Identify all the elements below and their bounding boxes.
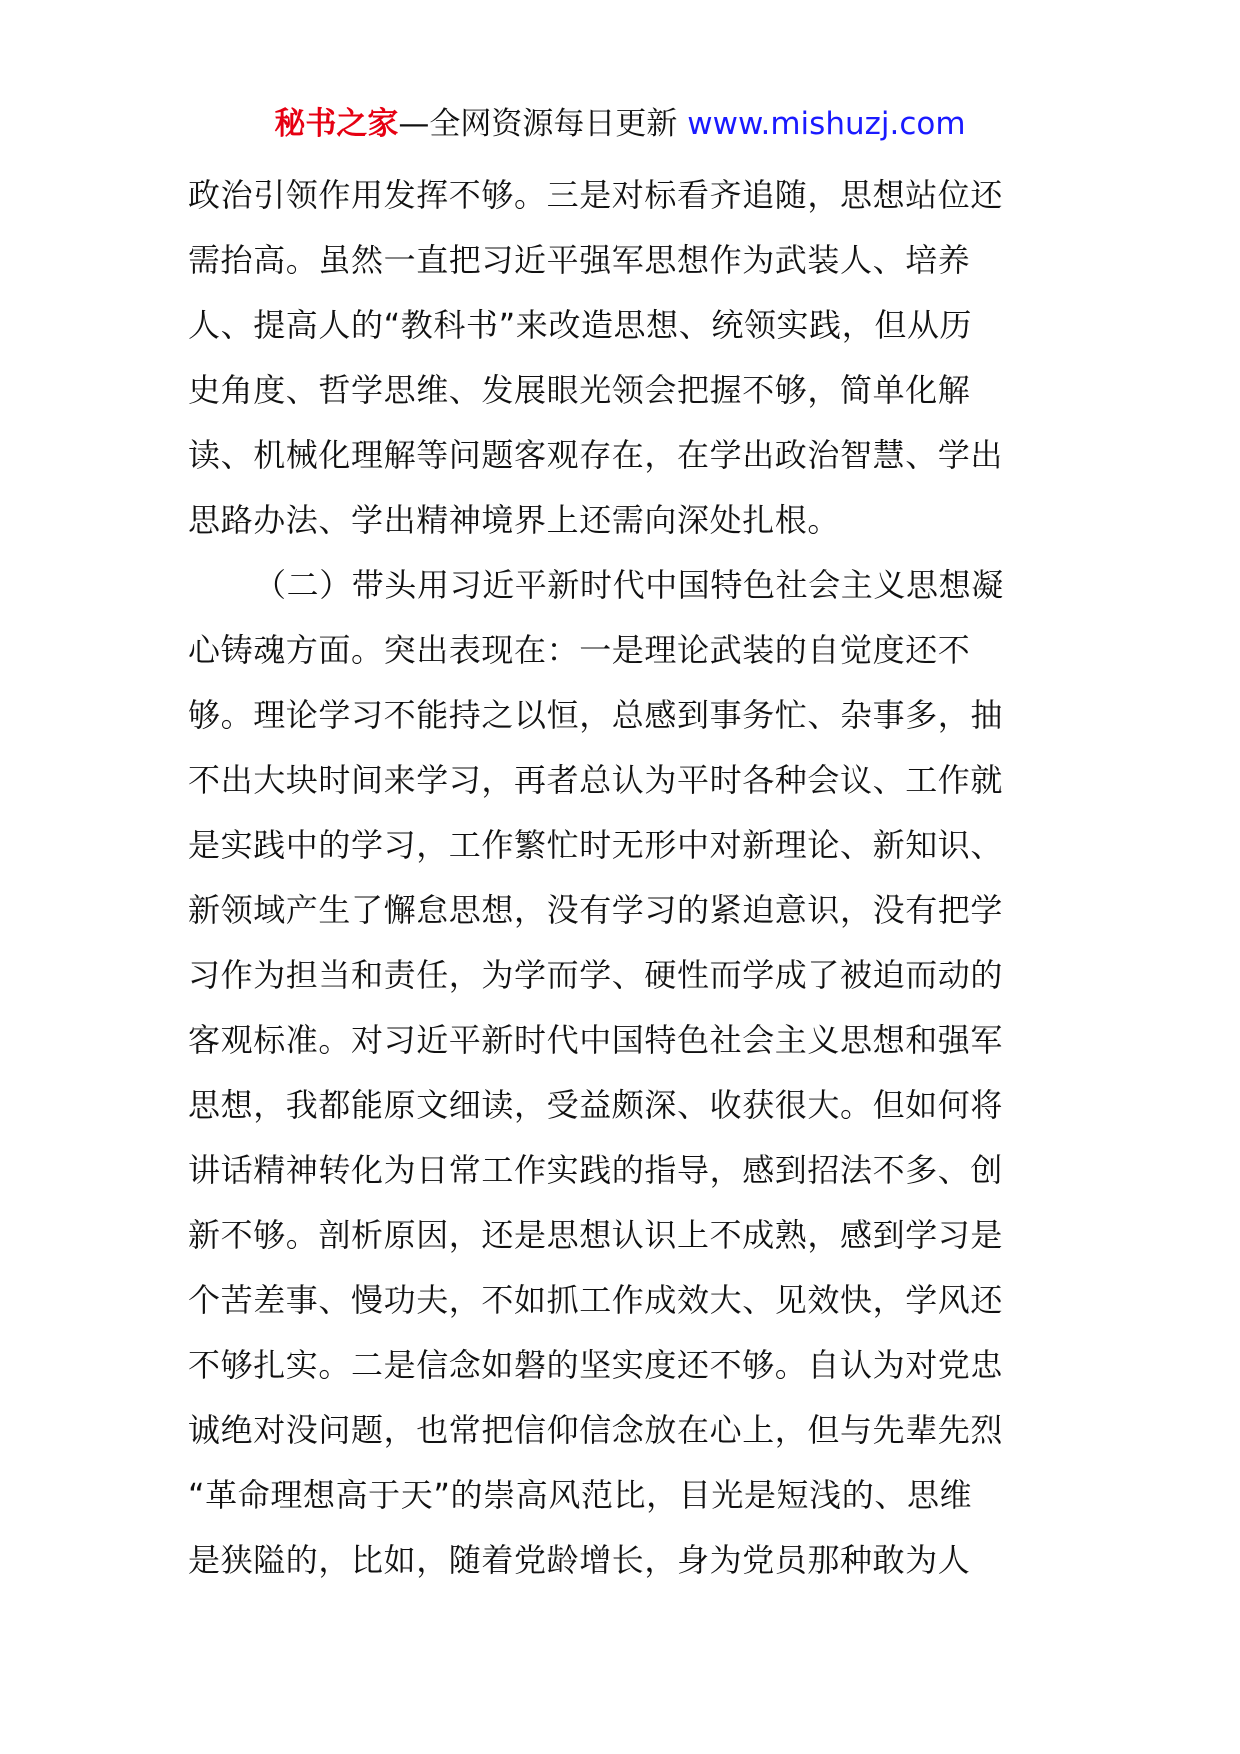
text-line: 思路办法、学出精神境界上还需向深处扎根。 (188, 501, 841, 539)
text-line: 需抬高。虽然一直把习近平强军思想作为武装人、培养 (188, 241, 971, 279)
text-line: 读、机械化理解等问题客观存在，在学出政治智慧、学出 (188, 436, 1004, 474)
text-line: 客观标准。对习近平新时代中国特色社会主义思想和强军 (188, 1021, 1004, 1059)
document-body (188, 163, 1058, 1593)
header-slogan: —全网资源每日更新 (398, 106, 688, 142)
text-line: 史角度、哲学思维、发展眼光领会把握不够，简单化解 (188, 371, 971, 409)
text-line: “革命理想高于天”的崇高风范比，目光是短浅的、思维 (188, 1476, 973, 1514)
text-line: 新领域产生了懈怠思想，没有学习的紧迫意识，没有把学 (188, 891, 1004, 929)
header-brand: 秘书之家 (274, 106, 399, 142)
text-line: 个苦差事、慢功夫，不如抓工作成效大、见效快，学风还 (188, 1281, 1004, 1319)
text-line: 人、提高人的“教科书”来改造思想、统领实践，但从历 (188, 306, 973, 344)
text-line: 心铸魂方面。突出表现在：一是理论武装的自觉度还不 (188, 631, 971, 669)
page-header (0, 102, 1240, 146)
text-line: 够。理论学习不能持之以恒，总感到事务忙、杂事多，抽 (188, 696, 1004, 734)
text-line: 讲话精神转化为日常工作实践的指导，感到招法不多、创 (188, 1151, 1004, 1189)
text-line: 政治引领作用发挥不够。三是对标看齐追随，思想站位还 (188, 176, 1004, 214)
text-line: 思想，我都能原文细读，受益颇深、收获很大。但如何将 (188, 1086, 1004, 1124)
text-line: 不够扎实。二是信念如磐的坚实度还不够。自认为对党忠 (188, 1346, 1004, 1384)
section-heading-line: （二）带头用习近平新时代中国特色社会主义思想凝 (254, 566, 1004, 604)
text-line: 是实践中的学习，工作繁忙时无形中对新理论、新知识、 (188, 826, 1004, 864)
text-line: 习作为担当和责任，为学而学、硬性而学成了被迫而动的 (188, 956, 1004, 994)
text-line: 不出大块时间来学习，再者总认为平时各种会议、工作就 (188, 761, 1004, 799)
text-line: 诚绝对没问题，也常把信仰信念放在心上，但与先辈先烈 (188, 1411, 1004, 1449)
text-line: 新不够。剖析原因，还是思想认识上不成熟，感到学习是 (188, 1216, 1004, 1254)
text-line: 是狭隘的，比如，随着党龄增长，身为党员那种敢为人 (188, 1541, 971, 1579)
header-url-link[interactable]: www.mishuzj.com (687, 106, 966, 142)
